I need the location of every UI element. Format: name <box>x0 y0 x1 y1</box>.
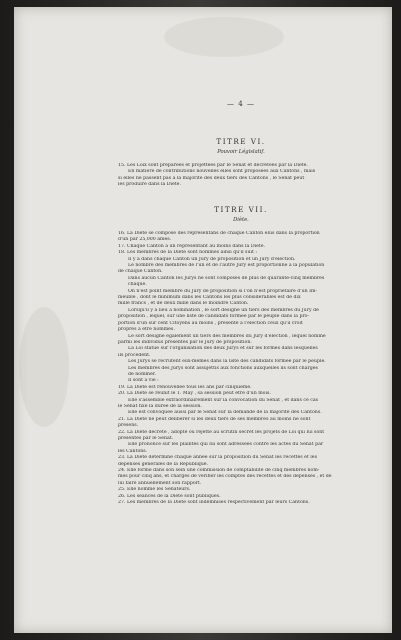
text-line: ils procèdent. <box>118 352 151 358</box>
text-line: chaque. <box>128 282 147 288</box>
paper-stain <box>164 17 284 57</box>
text-line: Elle prononce sur les plaintes qui lui sont adressées contre les actes du Sénat par <box>128 442 324 448</box>
text-line: La Loi statue sur l'organisation des deux Jurys et sur les formes dans lesquelles <box>128 346 318 352</box>
text-line: 21. La Diète ne peut délibérer si les deux tiers de ses membres au moins ne sont <box>118 416 311 422</box>
text-line: 20. La Diète se réunit le 1. May , sa session peut être d'un mois. <box>118 391 271 397</box>
text-line: més pour cinq ans, et chargés de vérifier les comptes des recettes et des dépenses , et de <box>118 474 332 480</box>
text-line: 19. La Diète est renouvellée tous les ans par cinquième. <box>118 384 252 390</box>
text-line: Le sort désigne également un tiers des membres du Jury d'élection , lequel nomme <box>128 333 326 339</box>
text-line: de chaque Canton. <box>118 269 163 275</box>
text-line: 27. Les membres de la Diète sont indemnisés respectivement par leurs Cantons. <box>118 500 310 506</box>
text-line: Les membres des Jurys sont assujettis aux fonctions auxquelles ils sont chargés <box>128 365 318 371</box>
text-line: présens. <box>118 423 139 429</box>
text-line: présentés par le Sénat. <box>118 436 174 441</box>
text-line: dépenses générales de la République. <box>118 461 209 467</box>
text-line: lui faire annuellement son rapport. <box>118 480 202 486</box>
text-line: Il sont à vie : <box>128 378 159 384</box>
title-vii-text <box>118 231 364 506</box>
title-vii-subtitle: Diète. <box>233 217 249 223</box>
title-vi-subtitle: Pouvoir Législatif. <box>217 149 265 155</box>
paper-stain <box>19 307 69 427</box>
text-line: En matière de contributions nouvelles elles sont proposées aux Cantons , mais <box>128 169 316 175</box>
text-line: 17. Chaque Canton a un représentant au moins dans la Diète. <box>118 243 266 249</box>
text-line: les produire dans la Diète. <box>118 182 181 188</box>
text-line: 26. Les séances de la Diète sont publiques. <box>118 493 221 499</box>
text-line: Lorsqu'il y a lieu à nomination , le sort désigne un tiers des membres du Jury de <box>128 307 319 313</box>
text-line: Elle s'assemble extraordinairement sur la convocation du Sénat , et dans ce cas <box>128 397 319 403</box>
document-page <box>14 7 392 633</box>
text-line: proposition , lequel, sur une liste de candidats formée par le peuple dans la pro- <box>118 314 310 320</box>
text-line: si elles ne passent pas à la majorité des deux tiers des Cantons , le Sénat peut <box>118 175 305 181</box>
title-vii-heading: TITRE VII. <box>214 205 268 214</box>
text-line: 23. La Diète détermine chaque année sur la proposition du Sénat les recettes et les <box>118 455 317 461</box>
text-line: Elle est convoquée aussi par le Sénat sur la demande de la majorité des Cantons. <box>128 410 322 416</box>
text-line: Les Jurys se recrutent eux-mêmes dans la liste des candidats formée par le peuple. <box>128 359 326 365</box>
text-line: 22. La Diète décrète , adopte ou rejette au scrutin secret les projets de Loi qui lui sont <box>118 429 325 435</box>
text-line: d'un par 25,000 ames. <box>118 237 172 243</box>
text-line: parmi les individus présentés par le Jury de proposition. <box>118 339 252 345</box>
text-line: de nommer. <box>128 371 156 377</box>
text-line: mille francs , et de deux mille dans le moindre Canton. <box>118 301 249 307</box>
text-line: Il y a dans chaque Canton un Jury de proposition et un Jury d'élection. <box>128 256 296 262</box>
text-line: Le nombre des membres de l'un et de l'autre Jury est proportionné à la population <box>128 263 325 269</box>
text-line: portion d'un sur cent Citoyens au moins , présente à l'élection ceux qu'il croit <box>118 320 303 326</box>
text-line: le Sénat fixe la durée de la session. <box>118 403 202 409</box>
text-line: 24. Elle forme dans son sein une commission de comptabilité de cinq membres nom- <box>118 468 320 474</box>
text-line: 25. Elle nomme les Sénateurs. <box>118 487 191 493</box>
page-number: — 4 — <box>227 100 255 108</box>
title-vi-text <box>118 163 364 189</box>
text-line: On n'est point membre du Jury de proposition si l'on n'est propriétaire d'un Im- <box>128 288 317 294</box>
text-line: 18. Les membres de la Diète sont nommés ainsi qu'il suit : <box>118 250 257 256</box>
text-line: les Cantons. <box>118 448 148 454</box>
text-line: Dans aucun Canton les Jurys ne sont composés de plus de quarante-cinq membres <box>128 275 325 281</box>
text-line: 15. Les Loix sont préparées et projettées par le Sénat et décrétées par la Diète. <box>118 163 308 168</box>
text-line: propres à être nommés. <box>118 327 175 333</box>
title-vi-heading: TITRE VI. <box>216 137 266 146</box>
text-line: 16. La Diète se compose des représentans de chaque Canton élus dans la proportion <box>118 231 320 236</box>
text-line: meuble , dont le minimum dans les Cantons les plus considérables est de dix <box>118 295 301 301</box>
